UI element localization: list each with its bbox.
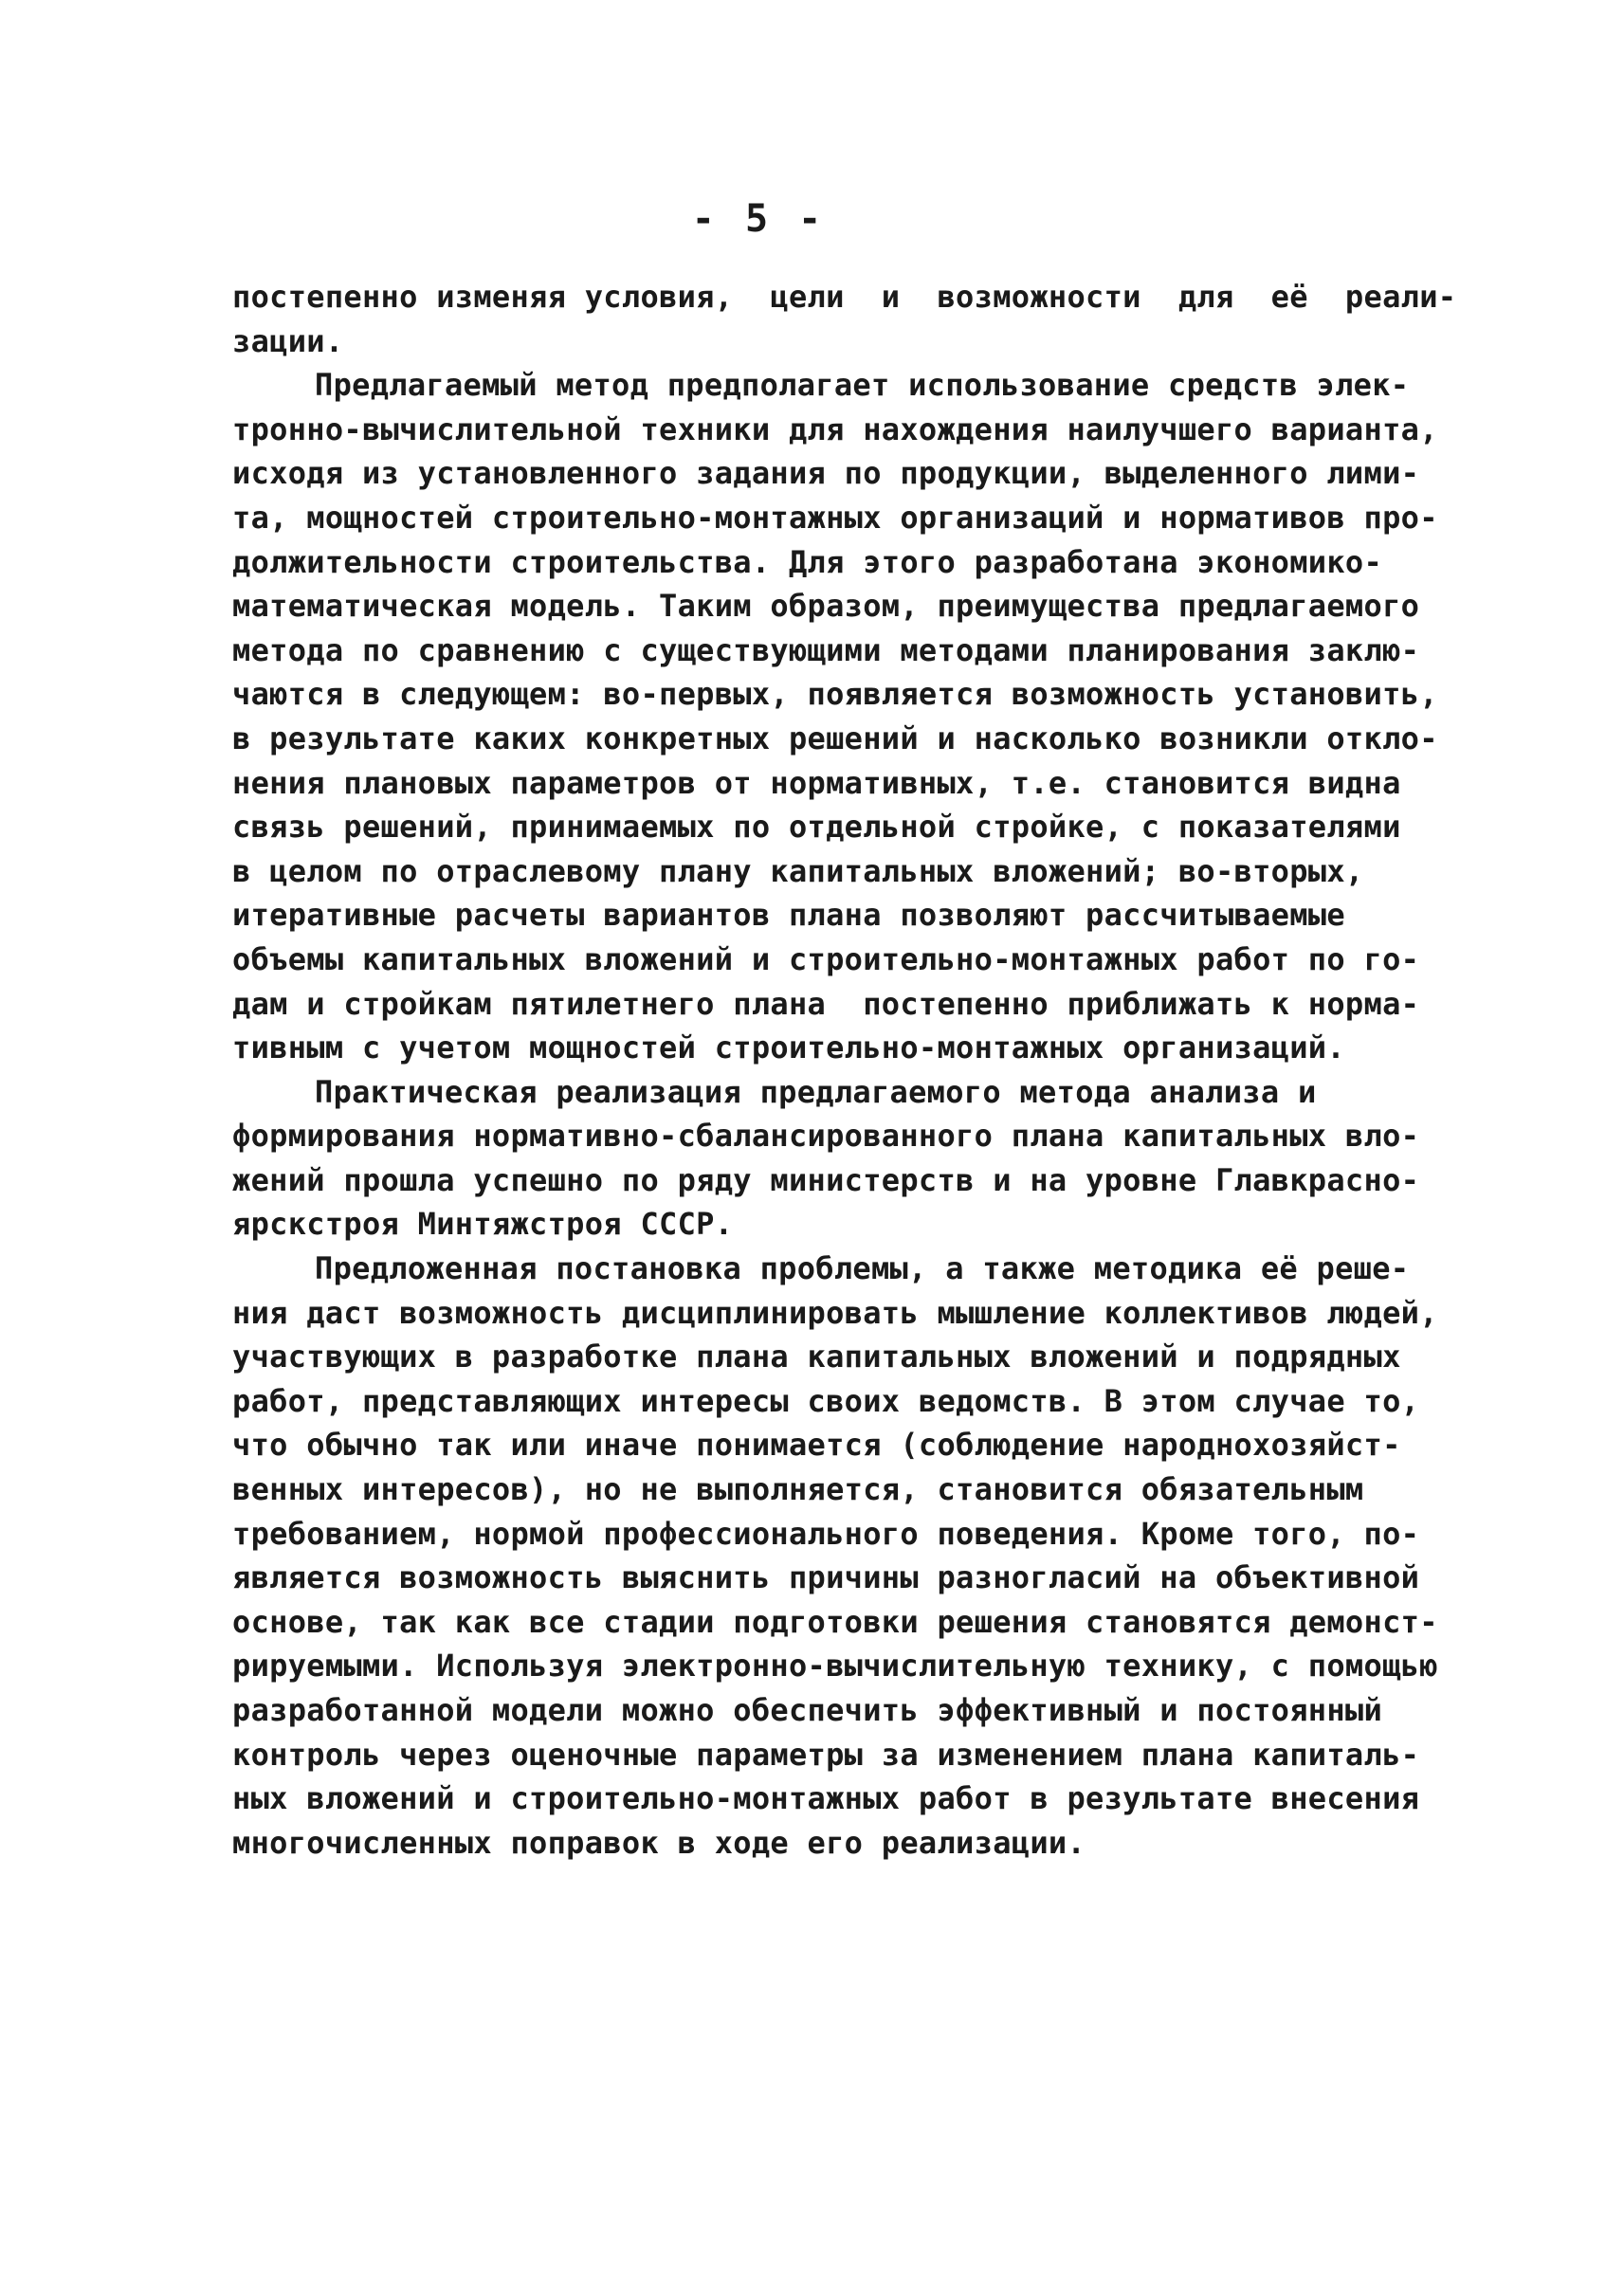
text-line: ных вложений и строительно-монтажных работ в результате внесения	[232, 1780, 1420, 1817]
text-line: математическая модель. Таким образом, преимущества предлагаемого	[232, 588, 1420, 625]
text-line: тронно-вычислительной техники для нахождения наилучшего варианта,	[232, 410, 1438, 447]
text-line: требованием, нормой профессионального поведения. Кроме того, по-	[232, 1515, 1420, 1552]
paragraph	[232, 1070, 1436, 1247]
document-body	[232, 275, 1457, 1865]
text-line: участвующих в разработке плана капитальных вложений и подрядных	[232, 1339, 1401, 1375]
text-line: метода по сравнению с существующими методами планирования заклю-	[232, 631, 1420, 668]
text-line: формирования нормативно-сбалансированного плана капитальных вло-	[232, 1118, 1420, 1155]
text-line: должительности строительства. Для этого разработана экономико-	[232, 543, 1383, 580]
text-line: является возможность выяснить причины разногласий на объективной	[232, 1559, 1420, 1596]
text-line: объемы капитальных вложений и строительно-монтажных работ по го-	[232, 940, 1420, 977]
page-number: - 5 -	[691, 197, 826, 241]
text-line: многочисленных поправок в ходе его реализации.	[232, 1824, 1086, 1861]
text-line: основе, так как все стадии подготовки решения становятся демонст-	[232, 1603, 1438, 1640]
text-line: Предлагаемый метод предполагает использование средств элек-	[315, 367, 1410, 404]
text-line: в целом по отраслевому плану капитальных вложений; во-вторых,	[232, 852, 1364, 889]
text-line: Практическая реализация предлагаемого метода анализа и	[315, 1073, 1317, 1110]
text-line: в результате каких конкретных решений и насколько возникли откло-	[232, 719, 1438, 756]
text-line: тивным с учетом мощностей строительно-монтажных организаций.	[232, 1029, 1345, 1066]
text-line: та, мощностей строительно-монтажных организаций и нормативов про-	[232, 499, 1438, 536]
text-line: исходя из установленного задания по продукции, выделенного лими-	[232, 455, 1420, 492]
text-line: дам и стройкам пятилетнего плана постепенно приближать к норма-	[232, 985, 1420, 1022]
text-line: венных интересов), но не выполняется, становится обязательным	[232, 1471, 1364, 1508]
text-line: зации.	[232, 322, 344, 359]
text-line: ния даст возможность дисциплинировать мышление коллективов людей,	[232, 1294, 1438, 1331]
text-line: разработанной модели можно обеспечить эффективный и постоянный	[232, 1692, 1383, 1728]
text-line: нения плановых параметров от нормативных, т.е. становится видна	[232, 764, 1401, 801]
text-line: рируемыми. Используя электронно-вычислительную технику, с помощью	[232, 1648, 1438, 1685]
paragraph	[232, 363, 1436, 1070]
text-line: постепенно изменяя условия, цели и возможности для её реали-	[232, 279, 1457, 315]
text-line: ярскстроя Минтяжстроя СССР.	[232, 1206, 734, 1243]
text-line: связь решений, принимаемых по отдельной стройке, с показателями	[232, 809, 1401, 846]
text-line: что обычно так или иначе понимается (соблюдение народнохозяйст-	[232, 1427, 1401, 1464]
paragraph	[232, 1247, 1436, 1865]
text-line: чаются в следующем: во-первых, появляется возможность установить,	[232, 676, 1438, 713]
paragraph	[232, 275, 1457, 363]
text-line: контроль через оценочные параметры за изменением плана капиталь-	[232, 1736, 1420, 1773]
text-line: работ, представляющих интересы своих ведомств. В этом случае то,	[232, 1382, 1420, 1419]
text-line: итеративные расчеты вариантов плана позволяют рассчитываемые	[232, 897, 1345, 934]
text-line: жений прошла успешно по ряду министерств и на уровне Главкрасно-	[232, 1161, 1420, 1198]
text-line: Предложенная постановка проблемы, а также методика её реше-	[315, 1250, 1410, 1287]
